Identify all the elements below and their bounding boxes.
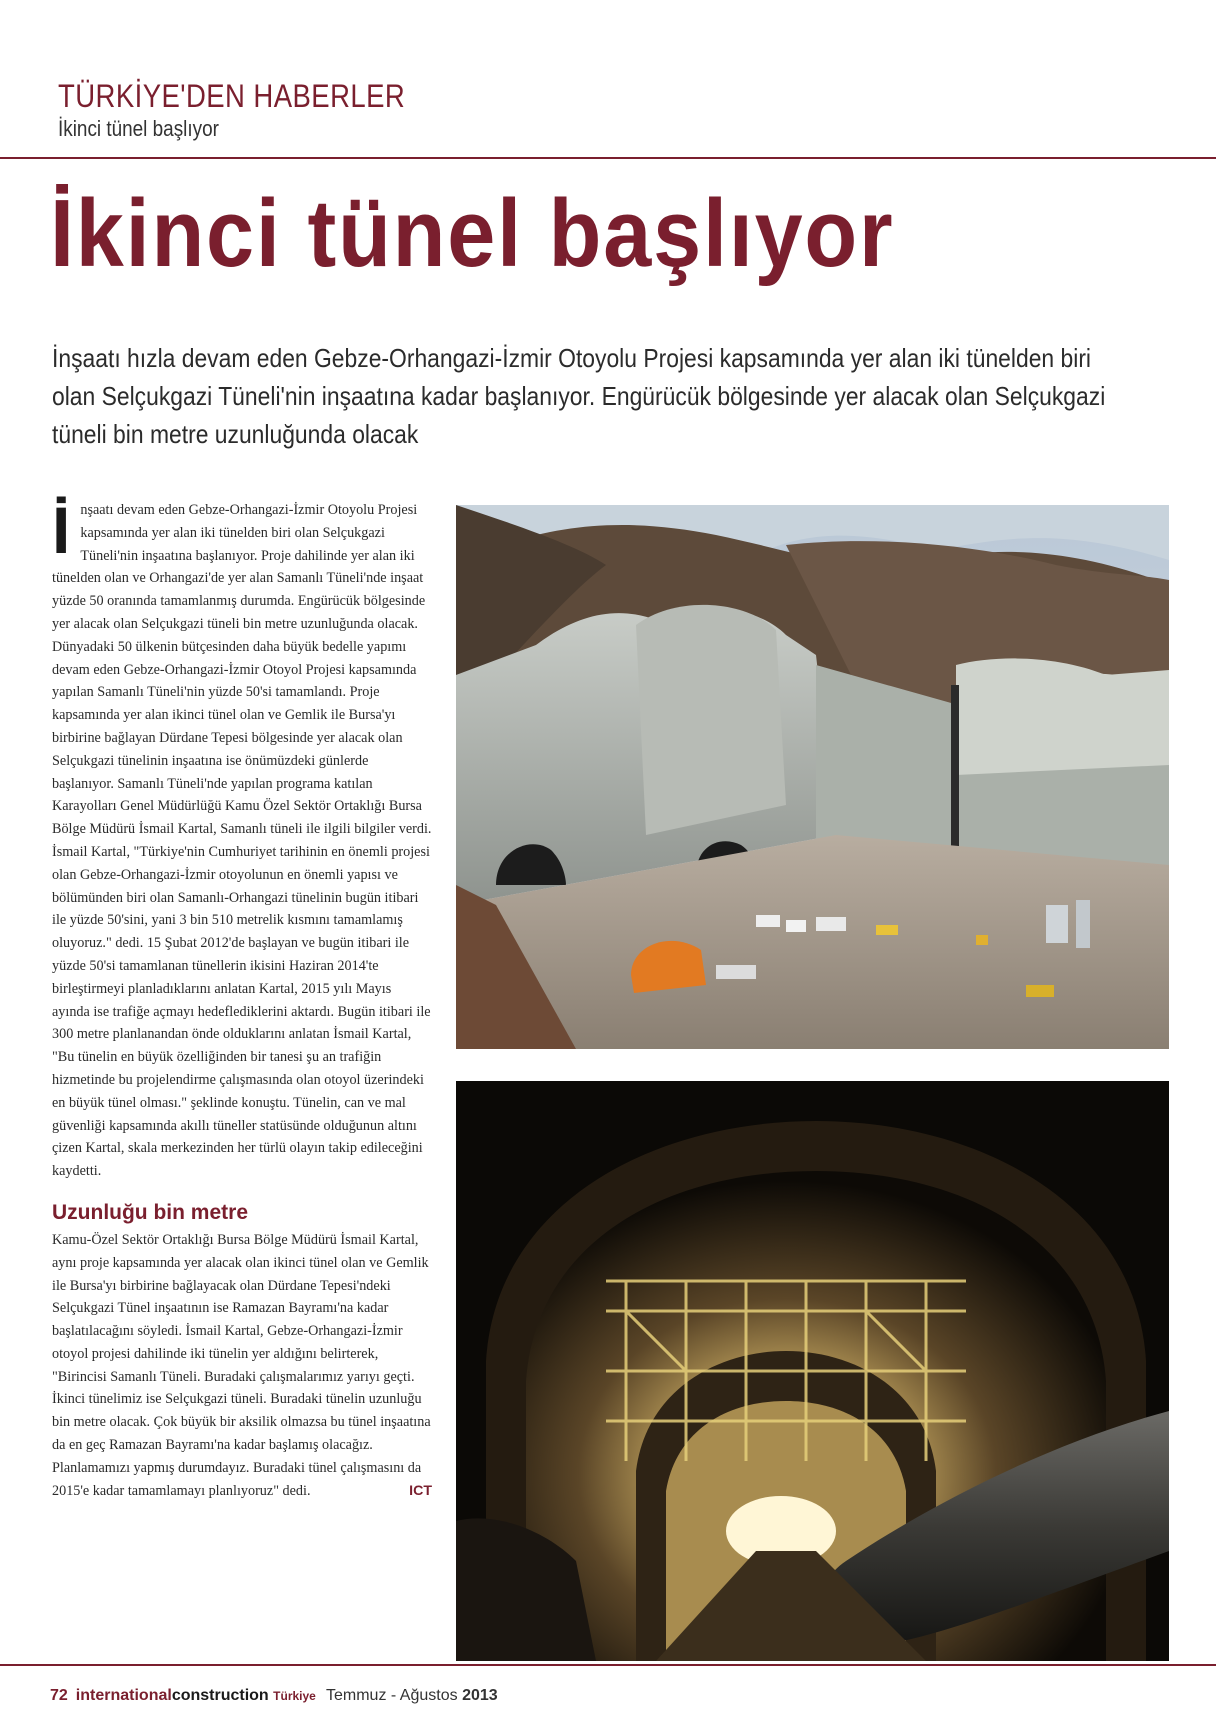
tunnel-interior-photo (456, 1081, 1169, 1661)
article-body-text-2: Kamu-Özel Sektör Ortaklığı Bursa Bölge Müdürü İsmail Kartal, aynı proje kapsamında yer alacak olan ikinci tünel olan ve Gemlik ile Bursa'yı birbirine bağlayacak olan Dürdane Tepesi'ndeki Selçukgazi Tünel inşaatının ise Ramazan Bayramı'na kadar başlatılacağını söyledi. İsmail Kartal, Gebze-Orhangazi-İzmir otoyol projesi dahilinde iki tünelin yer aldığını belirterek, "Birincisi Samanlı Tüneli. Buradaki çalışmalarımız yarıyı geçti. İkinci tünelimiz ise Selçukgazi tüneli. Buradaki tünelin uzunluğu bin metre olacak. Çok büyük bir aksilik olmazsa bu tünel inşaatına da en geç Ramazan Bayramı'na kadar başlamış olacağız. Planlamamızı yapmış durumdayız. Buradaki tünel çalışmasını da 2015'e kadar tamamlamayı planlıyoruz" dedi. (52, 1231, 431, 1499)
section-title: TÜRKİYE'DEN HABERLER (58, 78, 406, 114)
article-signature: ICT (409, 1482, 432, 1499)
magazine-brand-part-1: international (75, 1687, 172, 1704)
page-number: 72 (50, 1687, 68, 1704)
magazine-brand-part-3: Türkiye (273, 1689, 316, 1703)
article-body-text: nşaatı devam eden Gebze-Orhangazi-İzmir Otoyolu Projesi kapsamında yer alan iki tünelden biri olan Selçukgazi Tüneli'nin inşaatına başlanıyor. Proje dahilinde yer alan iki tünelden olan ve Orhangazi'de yer alan Samanlı Tüneli'nde inşaat yüzde 50 oranında tamamlanmış durumda. Engürücük bölgesinde yer alacak olan Selçukgazi tüneli bin metre uzunluğunda olacak. Dünyadaki 50 ülkenin bütçesinden daha büyük bedelle yapımı devam eden Gebze-Orhangazi-İzmir Otoyol Projesi kapsamında yapılan Samanlı Tüneli'nin yüzde 50'si tamamlandı. Proje kapsamında yer alan ikinci tünel olan ve Gemlik ile Bursa'yı birbirine bağlayan Dürdane Tepesi bölgesinde yer alacak olan Selçukgazi tünelinin inşaatına ise önümüzdeki günlerde başlanıyor. Samanlı Tüneli'nde yapılan programa katılan Karayolları Genel Müdürlüğü Kamu Özel Sektör Ortaklığı Bursa Bölge Müdürü İsmail Kartal, Samanlı tüneli ile ilgili bilgiler verdi. İsmail Kartal, "Türkiye'nin Cumhuriyet tarihinin en önemli projesi olan Gebze-Orhangazi-İzmir otoyolunun en önemli yapısı ve bölümünden biri olan Samanlı-Orhangazi tünelinin bugün itibari ile yüzde 50'sini, yani 3 bin 510 metrelik kısmını tamamlamış oluyoruz." dedi. 15 Şubat 2012'de başlayan ve bugün itibari ile yüzde 50'si tamamlanan tünellerin ikisini Haziran 2014'te birleştirmeyi planladıklarını anlatan Kartal, 2015 yılı Mayıs ayında ise trafiğe açmayı hedeflediklerini aktardı. Bugün itibari ile 300 metre planlanandan önde olduklarını anlatan İsmail Kartal, "Bu tünelin en büyük özelliğinden bir tanesi şu an trafiğin hizmetinde bu projelendirme çalışmasında olan otoyol üzerindeki en büyük tünel olması." şeklinde konuştu. Tünelin, can ve mal güvenliği kapsamında akıllı tüneller statüsünde olduğunun altını çizen Kartal, skala merkezinden her türlü olayın takip edileceğini kaydetti. (52, 502, 432, 1180)
article-subheading: Uzunluğu bin metre (52, 1200, 248, 1224)
top-divider (0, 157, 1216, 159)
article-title: İkinci tünel başlıyor (50, 180, 895, 287)
issue-months: Temmuz - Ağustos (326, 1687, 458, 1704)
page-footer (50, 1687, 498, 1705)
magazine-brand-part-2: construction (171, 1687, 269, 1704)
bottom-divider (0, 1664, 1216, 1666)
tunnel-portal-illustration (456, 505, 1169, 1049)
article-lead: İnşaatı hızla devam eden Gebze-Orhangazi-İzmir Otoyolu Projesi kapsamında yer alan iki tünelden biri olan Selçukgazi Tüneli'nin inşaatına kadar başlanıyor. Engürücük bölgesinde yer alacak olan Selçukgazi tüneli bin metre uzunluğunda olacak (52, 343, 1106, 449)
drop-cap: İ (52, 493, 71, 567)
issue-year: 2013 (462, 1687, 498, 1704)
article-paragraph-2 (52, 1229, 432, 1503)
article-paragraph-1 (52, 493, 432, 1183)
section-subtitle: İkinci tünel başlıyor (58, 116, 219, 141)
tunnel-portal-photo (456, 505, 1169, 1049)
tunnel-interior-illustration (456, 1081, 1169, 1661)
article-body-column (52, 493, 432, 1502)
